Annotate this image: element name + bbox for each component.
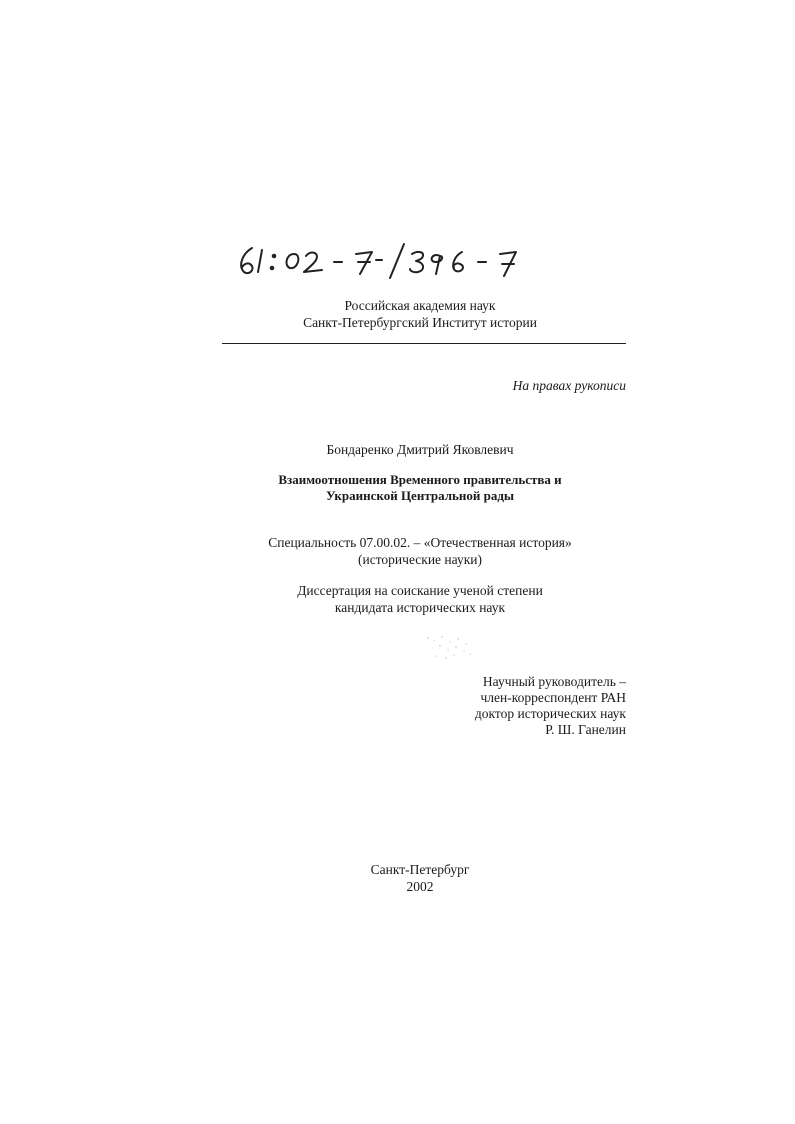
publication-year: 2002 — [406, 879, 434, 894]
place-and-year — [200, 861, 640, 895]
institution-institute: Санкт-Петербургский Институт истории — [303, 315, 537, 330]
handwritten-code-drawing — [232, 240, 532, 280]
advisor-membership: член-корреспондент РАН — [480, 690, 626, 705]
title-line-2: Украинской Центральной рады — [325, 488, 515, 503]
dissertation-title — [200, 472, 640, 504]
header-divider — [222, 343, 626, 344]
handwritten-catalog-code — [232, 240, 532, 280]
advisor-block — [420, 674, 626, 738]
specialty-line-2: (исторические науки) — [358, 552, 482, 567]
specialty-line-1: Специальность 07.00.02. – «Отечественная история» — [268, 535, 572, 550]
rights-note: На правах рукописи — [512, 378, 626, 393]
title-line-1: Взаимоотношения Временного правительства и — [278, 472, 562, 487]
faint-stamp-mark — [420, 632, 480, 662]
degree-line-2: кандидата исторических наук — [334, 600, 506, 615]
specialty-block — [200, 534, 640, 568]
author-name: Бондаренко Дмитрий Яковлевич — [326, 442, 514, 457]
advisor-role: Научный руководитель – — [482, 674, 626, 689]
institution-academy: Российская академия наук — [344, 298, 496, 313]
place-city: Санкт-Петербург — [370, 862, 470, 877]
advisor-name: Р. Ш. Ганелин — [545, 722, 626, 737]
institution-block — [200, 297, 640, 331]
degree-block — [200, 582, 640, 616]
advisor-degree: доктор исторических наук — [474, 706, 626, 721]
degree-line-1: Диссертация на соискание ученой степени — [297, 583, 543, 598]
